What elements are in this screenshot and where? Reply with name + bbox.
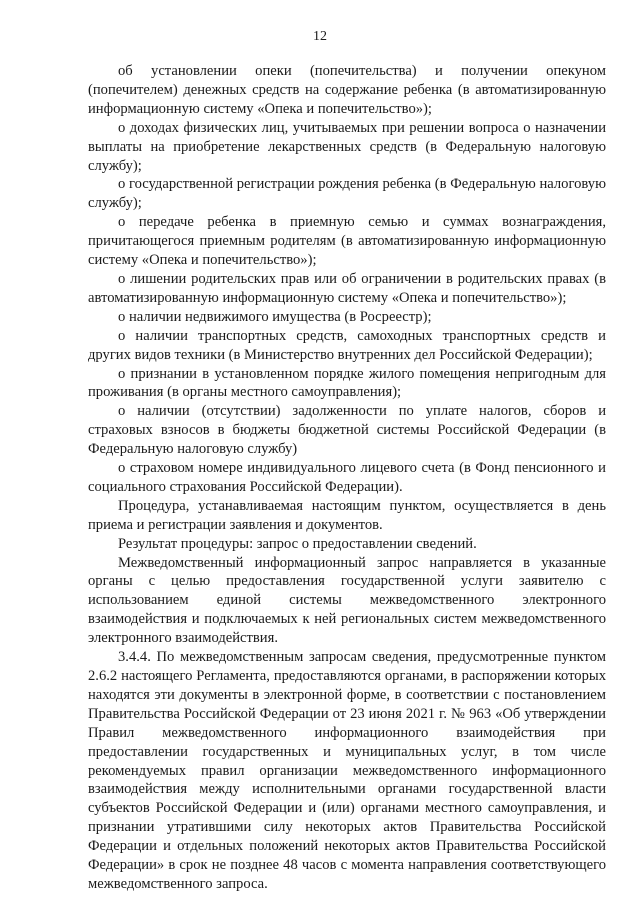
- paragraph: 3.4.4. По межведомственным запросам сведения, предусмотренные пунктом 2.6.2 настоящего Регламента, предоставляются органами, в распоряжении которых находятся эти документы в электронной форме, в соответствии с постановлением Правительства Российской Федерации от 23 июня 2021 г. № 963 «Об утверждении Правил межведомственного информационного взаимодействия при предоставлении государственных и муниципальных услуг, в том числе рекомендуемых правил организации межведомственного информационного взаимодействия между исполнительными органами государственной власти субъектов Российской Федерации и (или) органами местного самоуправления, и признании утратившими силу некоторых актов Правительства Российской Федерации и отдельных положений некоторых актов Правительства Российской Федерации» в срок не позднее 48 часов с момента направления соответствующего межведомственного запроса.: [88, 649, 606, 892]
- paragraph: о страховом номере индивидуального лицевого счета (в Фонд пенсионного и социального страхования Российской Федерации).: [88, 460, 606, 495]
- paragraph: о передаче ребенка в приемную семью и суммах вознаграждения, причитающегося приемным родителям (в автоматизированную информационную систему «Опека и попечительство»);: [88, 214, 606, 269]
- paragraph: о наличии (отсутствии) задолженности по уплате налогов, сборов и страховых взносов в бюджеты бюджетной системы Российской Федерации (в Федеральную налоговую службу): [88, 403, 606, 458]
- paragraph: об установлении опеки (попечительства) и получении опекуном (попечителем) денежных средств на содержание ребенка (в автоматизированную информационную систему «Опека и попечительство»);: [88, 63, 606, 117]
- paragraph: Результат процедуры: запрос о предоставлении сведений.: [118, 535, 477, 552]
- paragraph: о государственной регистрации рождения ребенка (в Федеральную налоговую службу);: [88, 176, 606, 212]
- paragraph: Межведомственный информационный запрос направляется в указанные органы с целью предоставления государственной услуги заявителю с использованием единой системы межведомственного электронного взаимодействия и подключаемых к ней региональных систем межведомственного электронного взаимодействия.: [88, 554, 606, 647]
- page-number: 12: [313, 29, 327, 44]
- paragraph: о наличии транспортных средств, самоходных транспортных средств и других видов техники (в Министерство внутренних дел Российской Федерации);: [88, 327, 606, 363]
- document-body: [88, 62, 606, 894]
- paragraph: о признании в установленном порядке жилого помещения непригодным для проживания (в органы местного самоуправления);: [88, 365, 606, 401]
- paragraph: Процедура, устанавливаемая настоящим пунктом, осуществляется в день приема и регистрации заявления и документов.: [88, 497, 606, 533]
- paragraph: о лишении родительских прав или об ограничении в родительских правах (в автоматизированную информационную систему «Опека и попечительство»);: [88, 270, 606, 306]
- paragraph: о наличии недвижимого имущества (в Росреестр);: [118, 308, 432, 325]
- paragraph: о доходах физических лиц, учитываемых при решении вопроса о назначении выплаты на приобретение лекарственных средств (в Федеральную налоговую службу);: [88, 119, 606, 174]
